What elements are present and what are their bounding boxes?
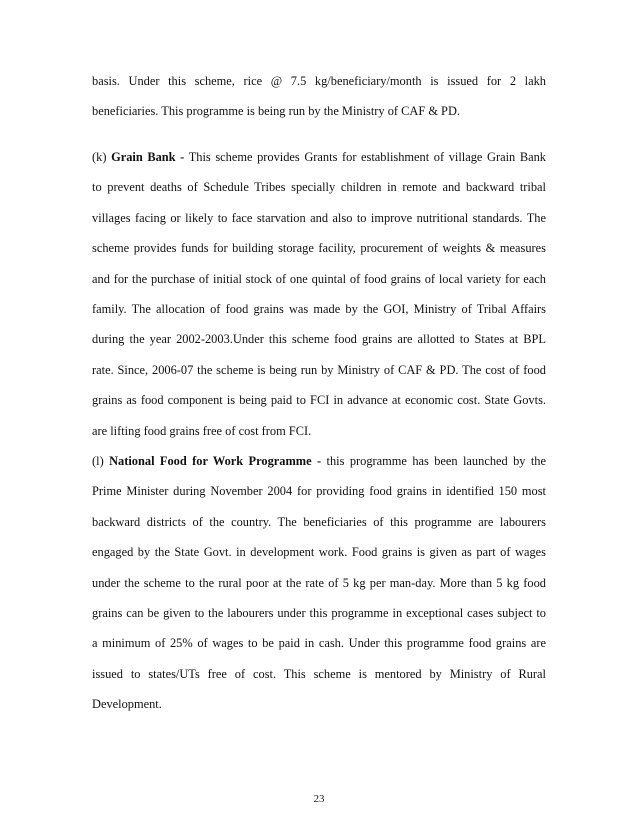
text-fragment: this programme has been launched by the bbox=[321, 454, 547, 468]
text-fragment: This scheme provides Grants for establishment of village Grain Bank bbox=[184, 150, 547, 164]
text-line: a minimum of 25% of wages to be paid in cash. Under this programme food grains are bbox=[92, 636, 546, 651]
paragraph-grain-bank bbox=[92, 142, 546, 446]
section-heading-grain-bank: Grain Bank - bbox=[111, 150, 185, 164]
text-line: grains as food component is being paid to FCI in advance at economic cost. State Govts. bbox=[92, 393, 546, 408]
text-line: scheme provides funds for building storage facility, procurement of weights & measures bbox=[92, 241, 546, 256]
text-line-first bbox=[92, 142, 546, 172]
page-body bbox=[92, 0, 546, 826]
paragraph-intro bbox=[92, 66, 546, 127]
item-prefix: (k) bbox=[92, 150, 112, 164]
paragraph-food-for-work bbox=[92, 446, 546, 720]
text-line: grains can be given to the labourers under this programme in exceptional cases subject to bbox=[92, 605, 546, 620]
text-line: issued to states/UTs free of cost. This scheme is mentored by Ministry of Rural bbox=[92, 666, 546, 681]
text-line: Prime Minister during November 2004 for providing food grains in identified 150 most bbox=[92, 484, 546, 499]
text-line: are lifting food grains free of cost from FCI. bbox=[92, 423, 312, 438]
text-line-first bbox=[92, 446, 546, 476]
text-line: during the year 2002-2003.Under this scheme food grains are allotted to States at BPL bbox=[92, 332, 546, 347]
item-prefix: (l) bbox=[92, 454, 110, 468]
text-line: rate. Since, 2006-07 the scheme is being run by Ministry of CAF & PD. The cost of food bbox=[92, 362, 546, 377]
text-line: beneficiaries. This programme is being run by the Ministry of CAF & PD. bbox=[92, 104, 460, 119]
text-line: basis. Under this scheme, rice @ 7.5 kg/beneficiary/month is issued for 2 lakh bbox=[92, 74, 546, 88]
text-line: backward districts of the country. The beneficiaries of this programme are labourers bbox=[92, 514, 546, 529]
text-line: Development. bbox=[92, 697, 162, 712]
text-line: and for the purchase of initial stock of one quintal of food grains of local variety for each bbox=[92, 271, 546, 286]
text-line: villages facing or likely to face starvation and also to improve nutritional standards. The bbox=[92, 210, 546, 225]
section-heading-food-for-work: National Food for Work Programme - bbox=[109, 454, 322, 468]
text-line: to prevent deaths of Schedule Tribes specially children in remote and backward tribal bbox=[92, 180, 546, 195]
text-line: family. The allocation of food grains was made by the GOI, Ministry of Tribal Affairs bbox=[92, 301, 546, 316]
page-number: 23 bbox=[313, 793, 325, 805]
text-line: engaged by the State Govt. in development work. Food grains is given as part of wages bbox=[92, 545, 546, 560]
text-line: under the scheme to the rural poor at the rate of 5 kg per man-day. More than 5 kg food bbox=[92, 575, 546, 590]
